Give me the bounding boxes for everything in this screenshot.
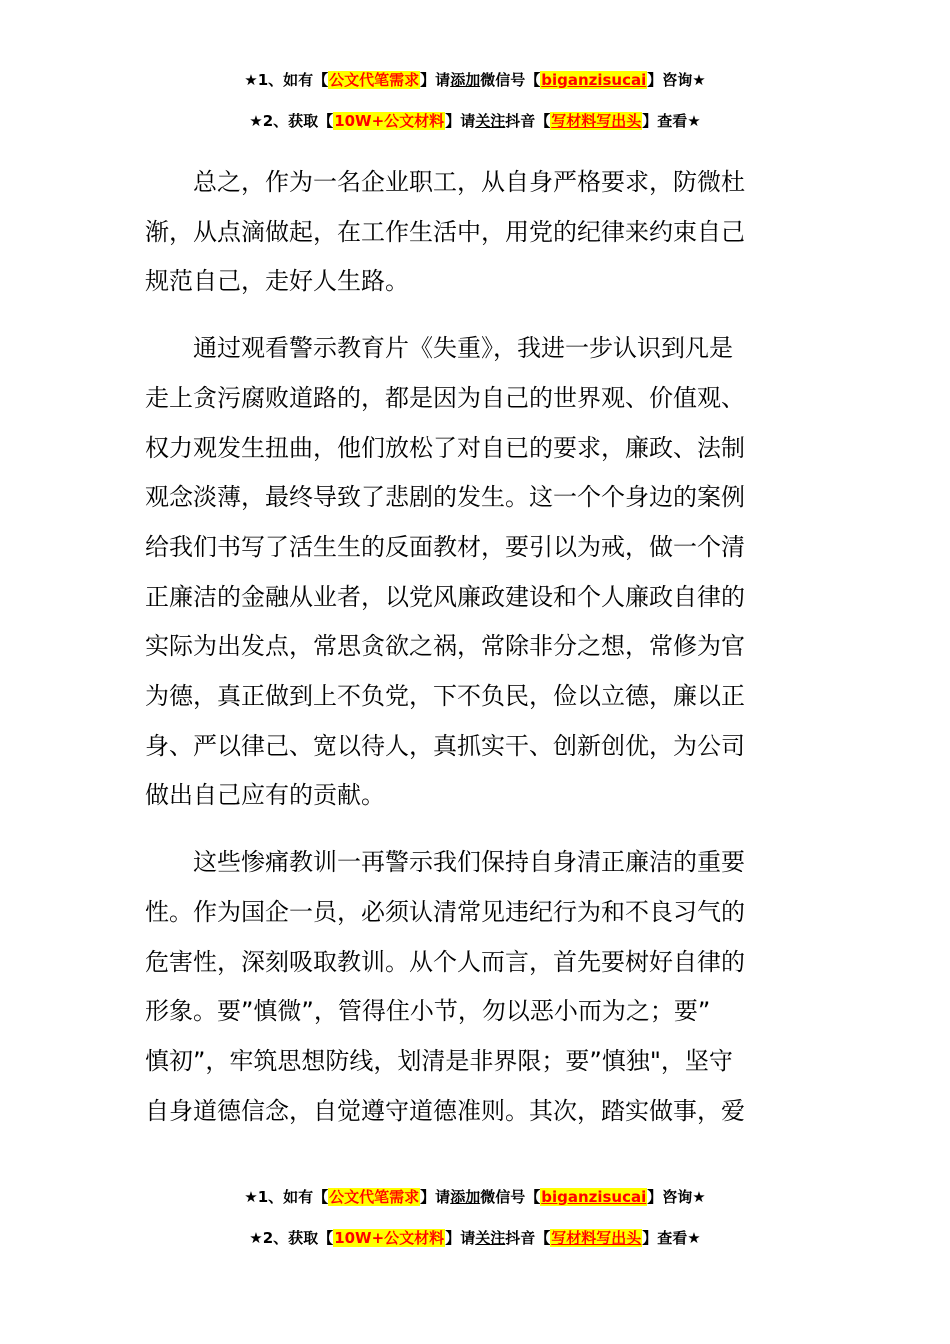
text-line: 走上贪污腐败道路的，都是因为自己的世界观、价值观、 [145,383,745,412]
text-line: 权力观发生扭曲，他们放松了对自已的要求，廉政、法制 [145,433,745,462]
document-body [145,158,810,1136]
banner-text: 】咨询★ [647,1188,706,1206]
text-line: 实际为出发点，常思贪欲之祸，常除非分之想，常修为官 [145,632,745,661]
underlined-text: 添加 [450,71,481,89]
banner-text: ★2、获取【 [249,1229,334,1247]
text-line: 自身道德信念，自觉遵守道德准则。其次，踏实做事，爱 [145,1096,745,1125]
banner-text: 】请 [445,112,476,130]
text-line: 危害性，深刻吸取教训。从个人而言，首先要树好自律的 [145,947,745,976]
banner-text: 微信号【 [480,71,541,89]
text-line: 性。作为国企一员，必须认清常见违纪行为和不良习气的 [145,897,745,926]
underlined-text: 关注 [475,1229,506,1247]
banner-text: ★2、获取【 [249,112,334,130]
banner-text: 抖音【 [505,112,551,130]
banner-text: 】请 [420,1188,451,1206]
text-line: 观念淡薄，最终导致了悲剧的发生。这一个个身边的案例 [145,483,745,512]
banner-text: 】请 [445,1229,476,1247]
paragraph-1 [145,158,810,307]
text-line: 这些惨痛教训一再警示我们保持自身清正廉洁的重要 [193,848,745,877]
bottom-banner-line-2 [0,1228,950,1248]
highlight-wechat-id: biganzisucai [541,71,647,89]
highlight-service: 公文代笔需求 [329,1188,420,1206]
banner-text: 】查看★ [642,112,701,130]
text-line: 渐，从点滴做起，在工作生活中，用党的纪律来约束自己 [145,217,745,246]
text-line: 身、严以律己、宽以待人，真抓实干、创新创优，为公司 [145,731,745,760]
text-line: 做出自己应有的贡献。 [145,781,385,810]
highlight-materials: 10W+公文材料 [334,112,445,130]
text-line: 给我们书写了活生生的反面教材，要引以为戒，做一个清 [145,532,745,561]
paragraph-2 [145,324,810,821]
banner-text: 】查看★ [642,1229,701,1247]
bottom-banner-line-1 [0,1187,950,1207]
banner-text: 】请 [420,71,451,89]
text-line: 形象。要”慎微”，管得住小节，勿以恶小而为之；要” [145,997,711,1026]
underlined-text: 关注 [475,112,506,130]
highlight-wechat-id: biganzisucai [541,1188,647,1206]
text-line: 正廉洁的金融从业者，以党风廉政建设和个人廉政自律的 [145,582,745,611]
top-banner-line-2 [0,111,950,131]
highlight-materials: 10W+公文材料 [334,1229,445,1247]
paragraph-3 [145,838,810,1136]
banner-text: 抖音【 [505,1229,551,1247]
text-line: 规范自己，走好人生路。 [145,267,409,296]
highlight-service: 公文代笔需求 [329,71,420,89]
underlined-text: 添加 [450,1188,481,1206]
banner-text: 微信号【 [480,1188,541,1206]
banner-text: ★1、如有【 [244,1188,329,1206]
banner-text: 】咨询★ [647,71,706,89]
highlight-douyin: 写材料写出头 [551,112,642,130]
text-line: 总之，作为一名企业职工，从自身严格要求，防微杜 [193,168,745,196]
highlight-douyin: 写材料写出头 [551,1229,642,1247]
text-line: 慎初”，牢筑思想防线，划清是非界限；要”慎独"，坚守 [145,1046,733,1075]
banner-text: ★1、如有【 [244,71,329,89]
top-banner-line-1 [0,70,950,90]
text-line: 为德，真正做到上不负党，下不负民，俭以立德，廉以正 [145,682,745,711]
text-line: 通过观看警示教育片《失重》，我进一步认识到凡是 [193,334,733,363]
